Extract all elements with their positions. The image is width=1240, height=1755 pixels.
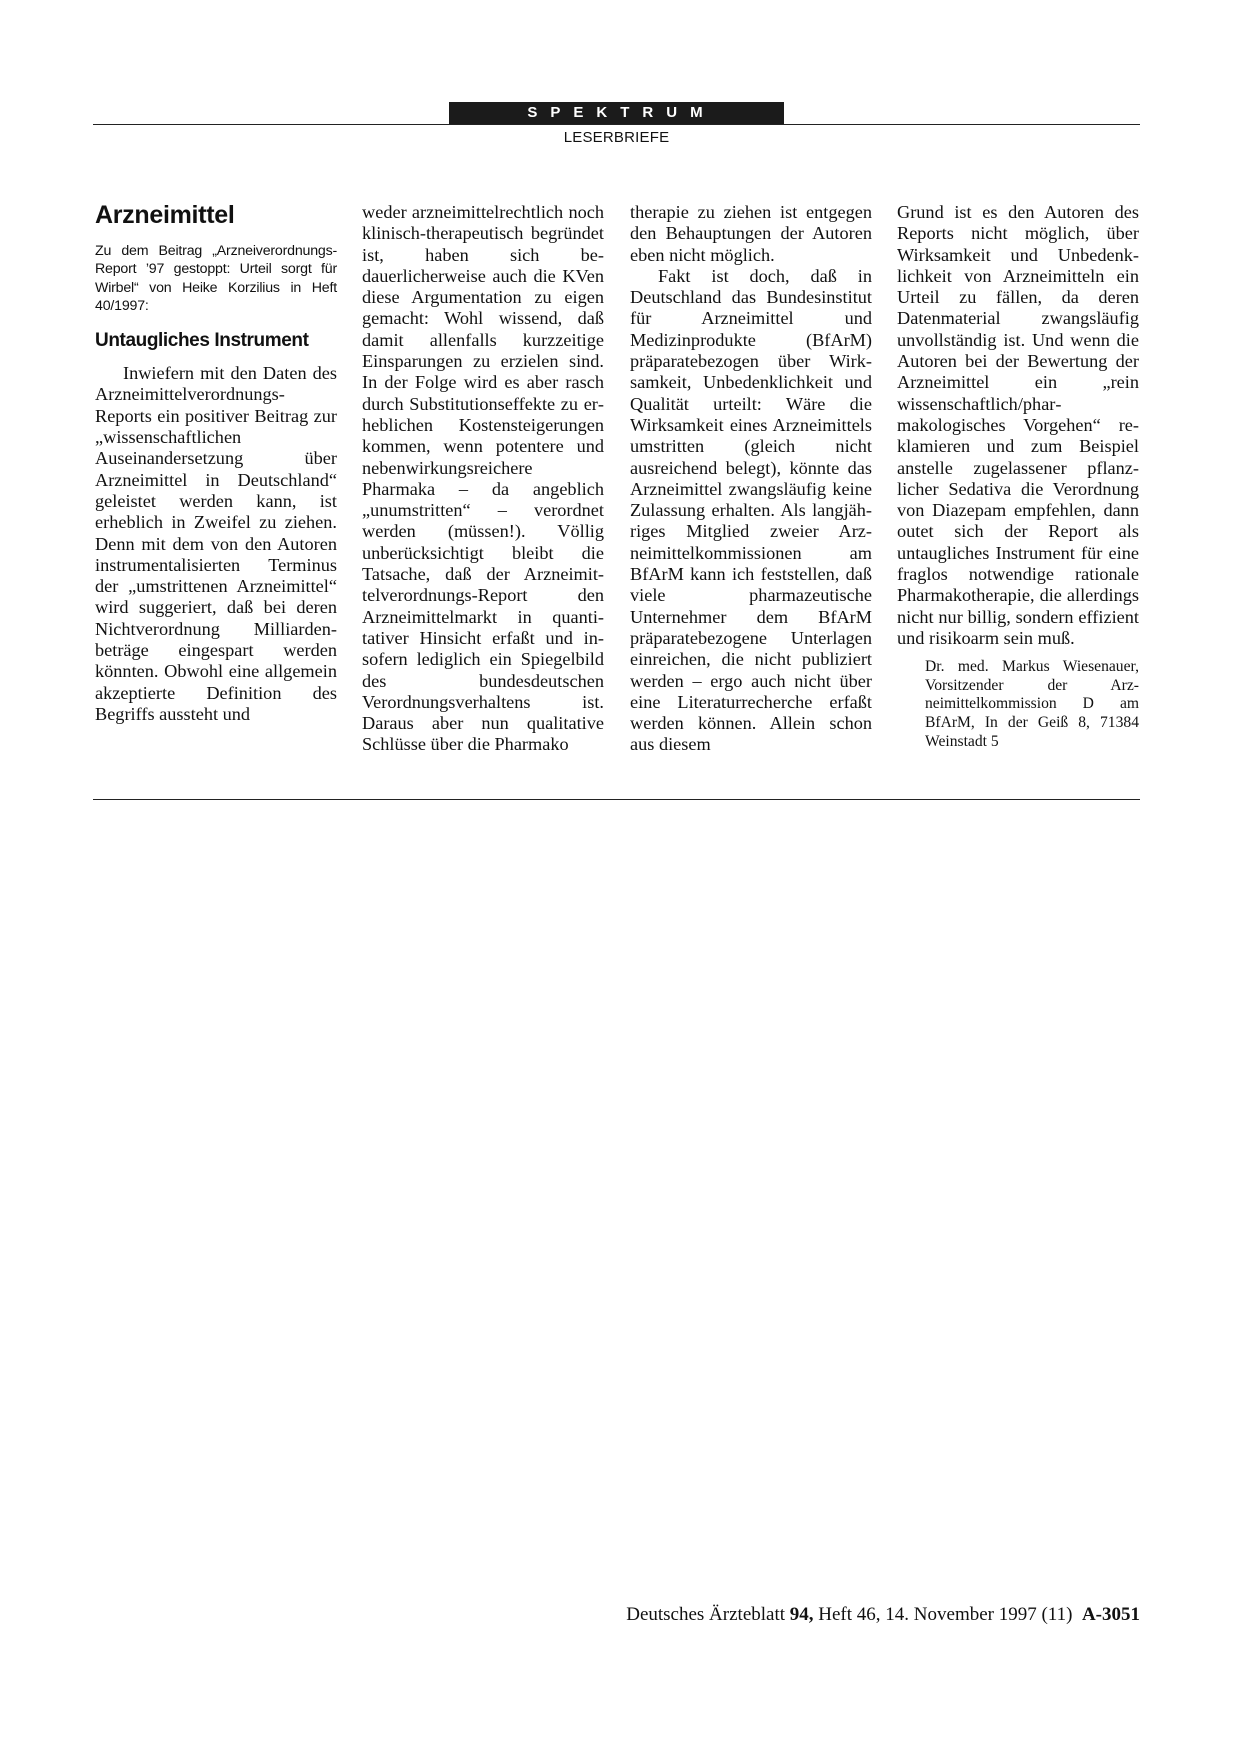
reference-note: Zu dem Beitrag „Arzneiverordnungs-Report ’97 gestoppt: Urteil sorgt für Wirbel“ von Heike Korzilius in Heft 40/1997: — [95, 243, 337, 314]
letter-paragraph: Inwiefern mit den Daten des Arzneimittelverordnungs-Reports ein positiver Beitrag zur „wissenschaftlichen Auseinandersetzung über Arzneimittel in Deutschland“ geleistet werden kann, ist erheblich in Zweifel zu ziehen. Denn mit dem von den Autoren instrumentalisierten Terminus der „umstrittenen Arzneimittel“ wird suggeriert, daß bei deren Nichtverordnung Milliardenbeträge eingespart werden könnten. Obwohl eine allgemein akzeptierte Definition des Begriffs aussteht und — [95, 363, 337, 724]
letter-paragraph: therapie zu ziehen ist entgegen den Behauptungen der Autoren eben nicht möglich. — [630, 202, 872, 265]
text-column-3 — [630, 202, 872, 756]
article-bottom-rule — [93, 799, 1140, 800]
text-column-1 — [95, 200, 337, 725]
rubric-leserbriefe: LESERBRIEFE — [563, 129, 670, 146]
text-column-2 — [362, 202, 604, 756]
page-number: A-3051 — [1081, 1604, 1140, 1625]
letter-heading: Untaugliches Instrument — [95, 330, 309, 352]
article-title: Arzneimittel — [95, 201, 235, 229]
journal-name: Deutsches Ärzteblatt — [626, 1604, 786, 1625]
letter-paragraph: Fakt ist doch, daß in Deutschland das Bundesinstitut für Arzneimittel und Medizinprodukte (BfArM) präparatebezogen über Wirksamkeit, Unbedenklichkeit und Qualität urteilt: Wäre die Wirksamkeit eines Arzneimittels umstritten (gleich nicht ausreichend belegt), könnte das Arzneimittel zwangsläufig keine Zulassung erhalten. Als langjähriges Mitglied zweier Arzneimittelkommissionen am BfArM kann ich feststellen, daß viele pharmazeutische Unternehmer dem BfArM präparatebezogene Unterlagen einreichen, die nicht publiziert werden – ergo auch nicht über eine Literaturrecherche erfaßt werden können. Allein schon aus diesem — [630, 265, 872, 755]
text-column-4 — [897, 202, 1139, 751]
journal-volume: 94, — [789, 1604, 814, 1625]
issue-date: Heft 46, 14. November 1997 (11) — [818, 1604, 1073, 1625]
author-signature: Dr. med. Markus Wiesenauer, Vorsitzender der Arzneimittelkommission D am BfArM, In der Geiß 8, 71384 Weinstadt 5 — [925, 658, 1139, 750]
letter-paragraph: weder arzneimittelrechtlich noch klinisch-therapeutisch begründet ist, haben sich bedauerlicherweise auch die KVen diese Argumentation zu eigen gemacht: Wohl wissend, daß damit allenfalls kurzzeitige Einsparungen zu erzielen sind. In der Folge wird es aber rasch durch Substitutionseffekte zu erheblichen Kostensteigerungen kommen, wenn potentere und nebenwirkungsreichere Pharmaka – da angeblich „unumstritten“ – verordnet werden (müssen!). Völlig unberücksichtigt bleibt die Tatsache, daß der Arzneimittelverordnungs-Report den Arzneimittelmarkt in quantitativer Hinsicht erfaßt und insofern lediglich ein Spiegelbild des bundesdeutschen Verordnungsverhaltens ist. Daraus aber nun qualitative Schlüsse über die Pharmako — [362, 202, 604, 755]
header-rule — [93, 124, 1140, 125]
section-label-spektrum: SPEKTRUM — [449, 102, 784, 124]
page-footer — [626, 1604, 1140, 1626]
letter-paragraph: Grund ist es den Autoren des Reports nicht möglich, über Wirksamkeit und Unbedenklichkeit von Arzneimitteln ein Urteil zu fällen, da deren Datenmaterial zwangsläufig unvollständig ist. Und wenn die Autoren bei der Bewertung der Arzneimittel ein „rein wissenschaftlich/pharmakologisches Vorgehen“ reklamieren und zum Beispiel anstelle zugelassener pflanzlicher Sedativa die Verordnung von Diazepam empfehlen, dann outet sich der Report als untaugliches Instrument für eine fraglos notwendige rationale Pharmakotherapie, die allerdings nicht nur billig, sondern effizient und risikoarm sein muß. — [897, 202, 1139, 648]
